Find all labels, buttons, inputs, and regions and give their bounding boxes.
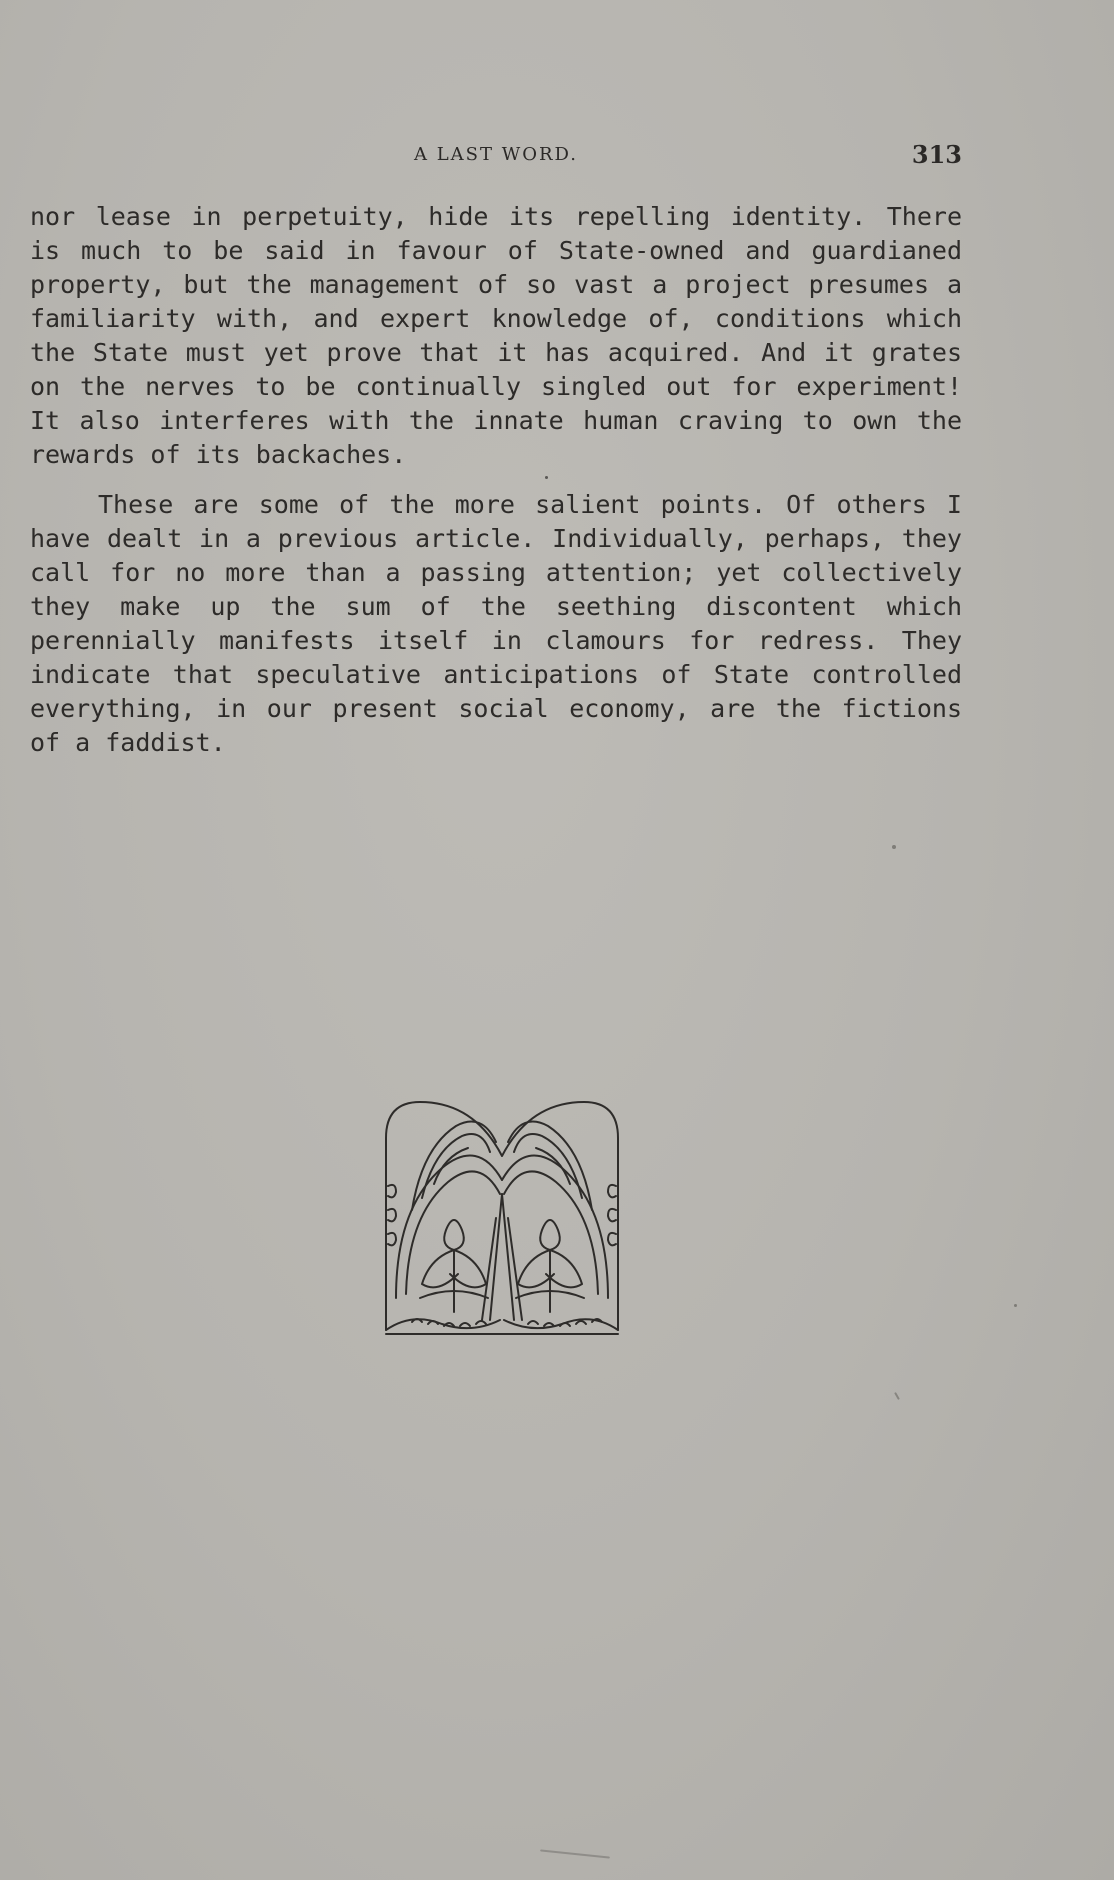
paper-speck	[1014, 1304, 1017, 1307]
paragraph: nor lease in perpetuity, hide its repelling identity. There is much to be said in favour of State-owned and guardianed property, but the management of so vast a project presumes a familiarity with, and expert knowledge of, conditions which the State must yet prove that it has acquired. And it grates on the nerves to be continually singled out for experiment! It also interferes with the innate human craving to own the rewards of its backaches.	[30, 202, 962, 469]
paper-speck	[894, 1392, 900, 1400]
running-title: A LAST WORD.	[413, 144, 579, 165]
paper-speck	[540, 1849, 610, 1858]
paper-speck	[892, 845, 896, 849]
running-head	[30, 140, 962, 170]
body-text	[30, 200, 962, 776]
paragraph: These are some of the more salient points. Of others I have dealt in a previous article. Individually, perhaps, they call for no more than a passing attention; yet collectively they make up the sum of the seething discontent which perennially manifests itself in clamours for redress. They indicate that speculative anticipations of State controlled everything, in our present social economy, are the fictions of a faddist.	[30, 490, 962, 757]
page-number: 313	[911, 140, 962, 169]
paper-speck	[545, 476, 548, 479]
art-nouveau-tailpiece-icon	[382, 1098, 622, 1338]
